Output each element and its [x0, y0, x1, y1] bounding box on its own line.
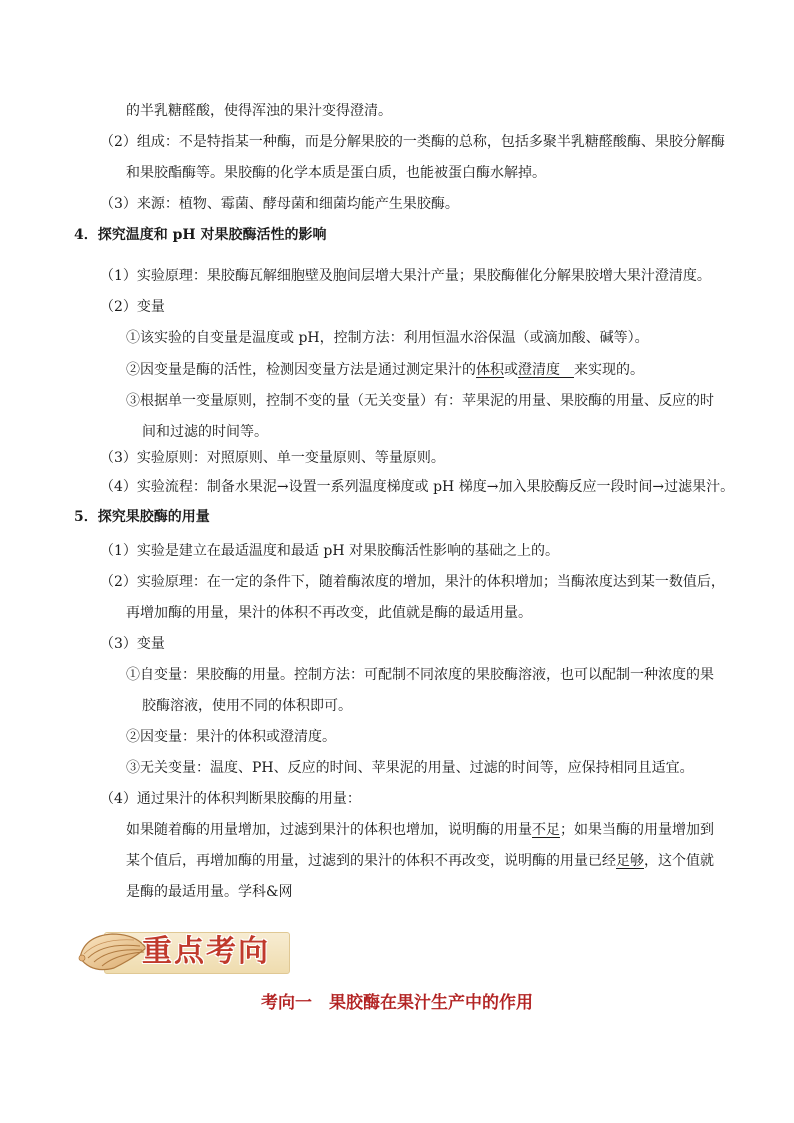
text-line: 某个值后，再增加酶的用量，过滤到的果汁的体积不再改变，说明酶的用量已经足够，这个值就 [126, 853, 714, 869]
text-line: （3）实验原则：对照原则、单一变量原则、等量原则。 [100, 450, 445, 466]
section-heading-4: 4．探究温度和 pH 对果胶酶活性的影响 [74, 227, 327, 243]
seashell-icon [74, 928, 150, 976]
text-line: 胶酶溶液，使用不同的体积即可。 [142, 698, 352, 714]
text-line: 如果随着酶的用量增加，过滤到果汁的体积也增加，说明酶的用量不足；如果当酶的用量增加到 [126, 822, 714, 838]
text-line: （4）通过果汁的体积判断果胶酶的用量： [100, 791, 361, 807]
underlined-answer: 不足 [532, 822, 560, 838]
text-line: （3）变量 [100, 636, 165, 652]
underlined-answer: 澄清度 [518, 362, 560, 378]
text-line: （1）实验是建立在最适温度和最适 pH 对果胶酶活性影响的基础之上的。 [100, 543, 559, 559]
section-heading-5: 5．探究果胶酶的用量 [74, 509, 210, 525]
text-line: （2）变量 [100, 299, 165, 315]
text-line: 间和过滤的时间等。 [142, 424, 268, 440]
banner-label: 重点考向 [142, 934, 270, 969]
text-line: 的半乳糖醛酸，使得浑浊的果汁变得澄清。 [126, 103, 392, 119]
text-line: ③根据单一变量原则，控制不变的量（无关变量）有：苹果泥的用量、果胶酶的用量、反应的时 [126, 393, 714, 409]
text-line: 是酶的最适用量。学科&网 [126, 884, 293, 900]
text-line: ②因变量：果汁的体积或澄清度。 [126, 729, 336, 745]
text-line: （3）来源：植物、霉菌、酵母菌和细菌均能产生果胶酶。 [100, 196, 459, 212]
section-title: 考向一 果胶酶在果汁生产中的作用 [261, 993, 533, 1013]
text-line: （2）组成：不是特指某一种酶，而是分解果胶的一类酶的总称，包括多聚半乳糖醛酸酶、果胶分解酶 [100, 134, 725, 150]
text-line: 再增加酶的用量，果汁的体积不再改变，此值就是酶的最适用量。 [126, 605, 532, 621]
text-line: （4）实验流程：制备水果泥→设置一系列温度梯度或 pH 梯度→加入果胶酶反应一段时间→过滤果汁。 [100, 479, 735, 495]
text-line: （2）实验原理：在一定的条件下，随着酶浓度的增加，果汁的体积增加；当酶浓度达到某一数值后， [100, 574, 725, 590]
text-line: ①该实验的自变量是温度或 pH，控制方法：利用恒温水浴保温（或滴加酸、碱等）。 [126, 330, 649, 346]
underlined-answer: 体积 [476, 362, 504, 378]
text-line: 和果胶酯酶等。果胶酶的化学本质是蛋白质，也能被蛋白酶水解掉。 [126, 165, 546, 181]
key-topic-banner [74, 928, 290, 976]
underlined-answer: 足够 [616, 853, 644, 869]
text-line: ③无关变量：温度、PH、反应的时间、苹果泥的用量、过滤的时间等，应保持相同且适宜。 [126, 760, 694, 776]
text-line: ①自变量：果胶酶的用量。控制方法：可配制不同浓度的果胶酶溶液，也可以配制一种浓度的果 [126, 667, 714, 683]
text-line: （1）实验原理：果胶酶瓦解细胞壁及胞间层增大果汁产量；果胶酶催化分解果胶增大果汁澄清度。 [100, 268, 711, 284]
text-line: ②因变量是酶的活性，检测因变量方法是通过测定果汁的体积或澄清度 来实现的。 [126, 362, 644, 378]
